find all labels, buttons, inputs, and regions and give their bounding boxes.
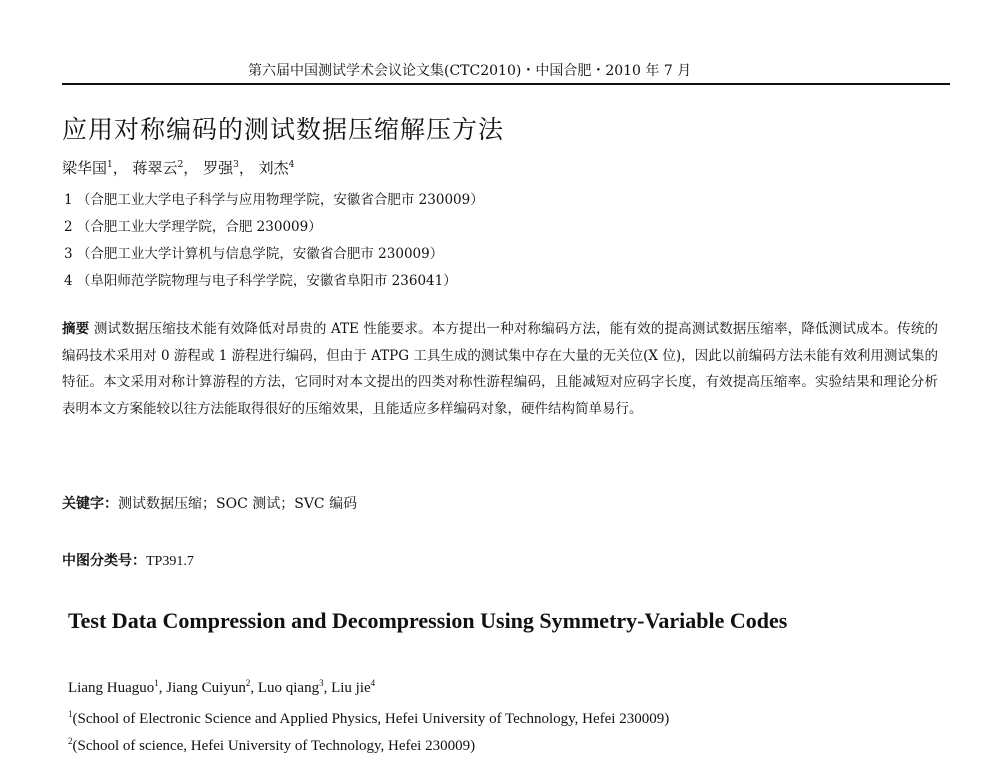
author-cn: 罗强	[203, 159, 234, 177]
author-mark: 1	[107, 160, 113, 170]
affiliation-mark: 1	[68, 709, 73, 719]
running-header: 第六届中国测试学术会议论文集(CTC2010)・中国合肥・2010 年 7 月	[248, 63, 692, 79]
affiliation-cn: 2 （合肥工业大学理学院，合肥 230009）	[64, 219, 322, 235]
author-en: Jiang Cuiyun	[166, 680, 246, 696]
affiliation-cn: 4 （阜阳师范学院物理与电子科学学院，安徽省阜阳市 236041）	[64, 273, 457, 289]
abstract-label: 摘要	[62, 321, 90, 337]
author-en: Liu jie	[331, 680, 371, 696]
affiliation-mark: 2	[68, 736, 73, 746]
paper-title-cn: 应用对称编码的测试数据压缩解压方法	[62, 115, 505, 144]
affiliation-en: $^2$(School of science, Hefei University of Technology, Hefei 230009)	[68, 736, 476, 754]
author-en: Luo qiang	[257, 680, 320, 696]
author-cn: 刘杰	[258, 159, 289, 177]
author-mark: 2	[177, 160, 184, 170]
keywords-label: 关键字：	[62, 496, 118, 512]
authors-en: Liang Huaguo$^1$, Jiang Cuiyun$^2$, Luo qiang$^3$, Liu jie$^4$	[68, 678, 376, 696]
author-mark: 3	[233, 160, 239, 170]
author-cn: 蒋翠云	[132, 159, 178, 177]
author-mark: 4	[370, 678, 376, 688]
classification-code: TP391.7	[146, 554, 194, 569]
authors-cn: 梁华国$^1$， 蒋翠云$^2$， 罗强$^3$， 刘杰$^4$	[62, 159, 295, 177]
author-en: Liang Huaguo	[68, 680, 155, 696]
author-mark: 4	[288, 160, 295, 170]
abstract-cn	[62, 316, 938, 422]
author-mark: 2	[245, 678, 251, 688]
author-cn: 梁华国	[62, 159, 108, 177]
abstract-text: 测试数据压缩技术能有效降低对昂贵的 ATE 性能要求。本方提出一种对称编码方法，能有效的提高测试数据压缩率，降低测试成本。传统的编码技术采用对 0 游程或 1 游程进行编码，但由于 ATPG 工具生成的测试集中存在大量的无关位(X 位)，因此以前编码方法未能有效利用测试集的特征。本文采用对称计算游程的方法，它同时对本文提出的四类对称性游程编码，且能减短对应码字长度，有效提高压缩率。实验结果和理论分析表明本文方案能较以往方法能取得很好的压缩效果，且能适应多样编码对象，硬件结构简单易行。	[62, 321, 939, 417]
header-rule	[62, 83, 950, 85]
keywords	[62, 493, 357, 513]
author-mark: 1	[154, 678, 159, 688]
affiliation-cn: 3 （合肥工业大学计算机与信息学院，安徽省合肥市 230009）	[64, 246, 444, 262]
affiliation-cn: 1 （合肥工业大学电子科学与应用物理学院，安徽省合肥市 230009）	[64, 192, 484, 208]
paper-title-en: Test Data Compression and Decompression Using Symmetry-Variable Codes	[68, 608, 788, 633]
keywords-text: 测试数据压缩；SOC 测试；SVC 编码	[118, 496, 358, 512]
classification-label: 中图分类号：	[62, 553, 146, 569]
classification	[62, 550, 194, 570]
author-mark: 3	[319, 678, 324, 688]
affiliation-en: $^1$(School of Electronic Science and Applied Physics, Hefei University of Technology, Hefei 230009)	[68, 709, 670, 727]
